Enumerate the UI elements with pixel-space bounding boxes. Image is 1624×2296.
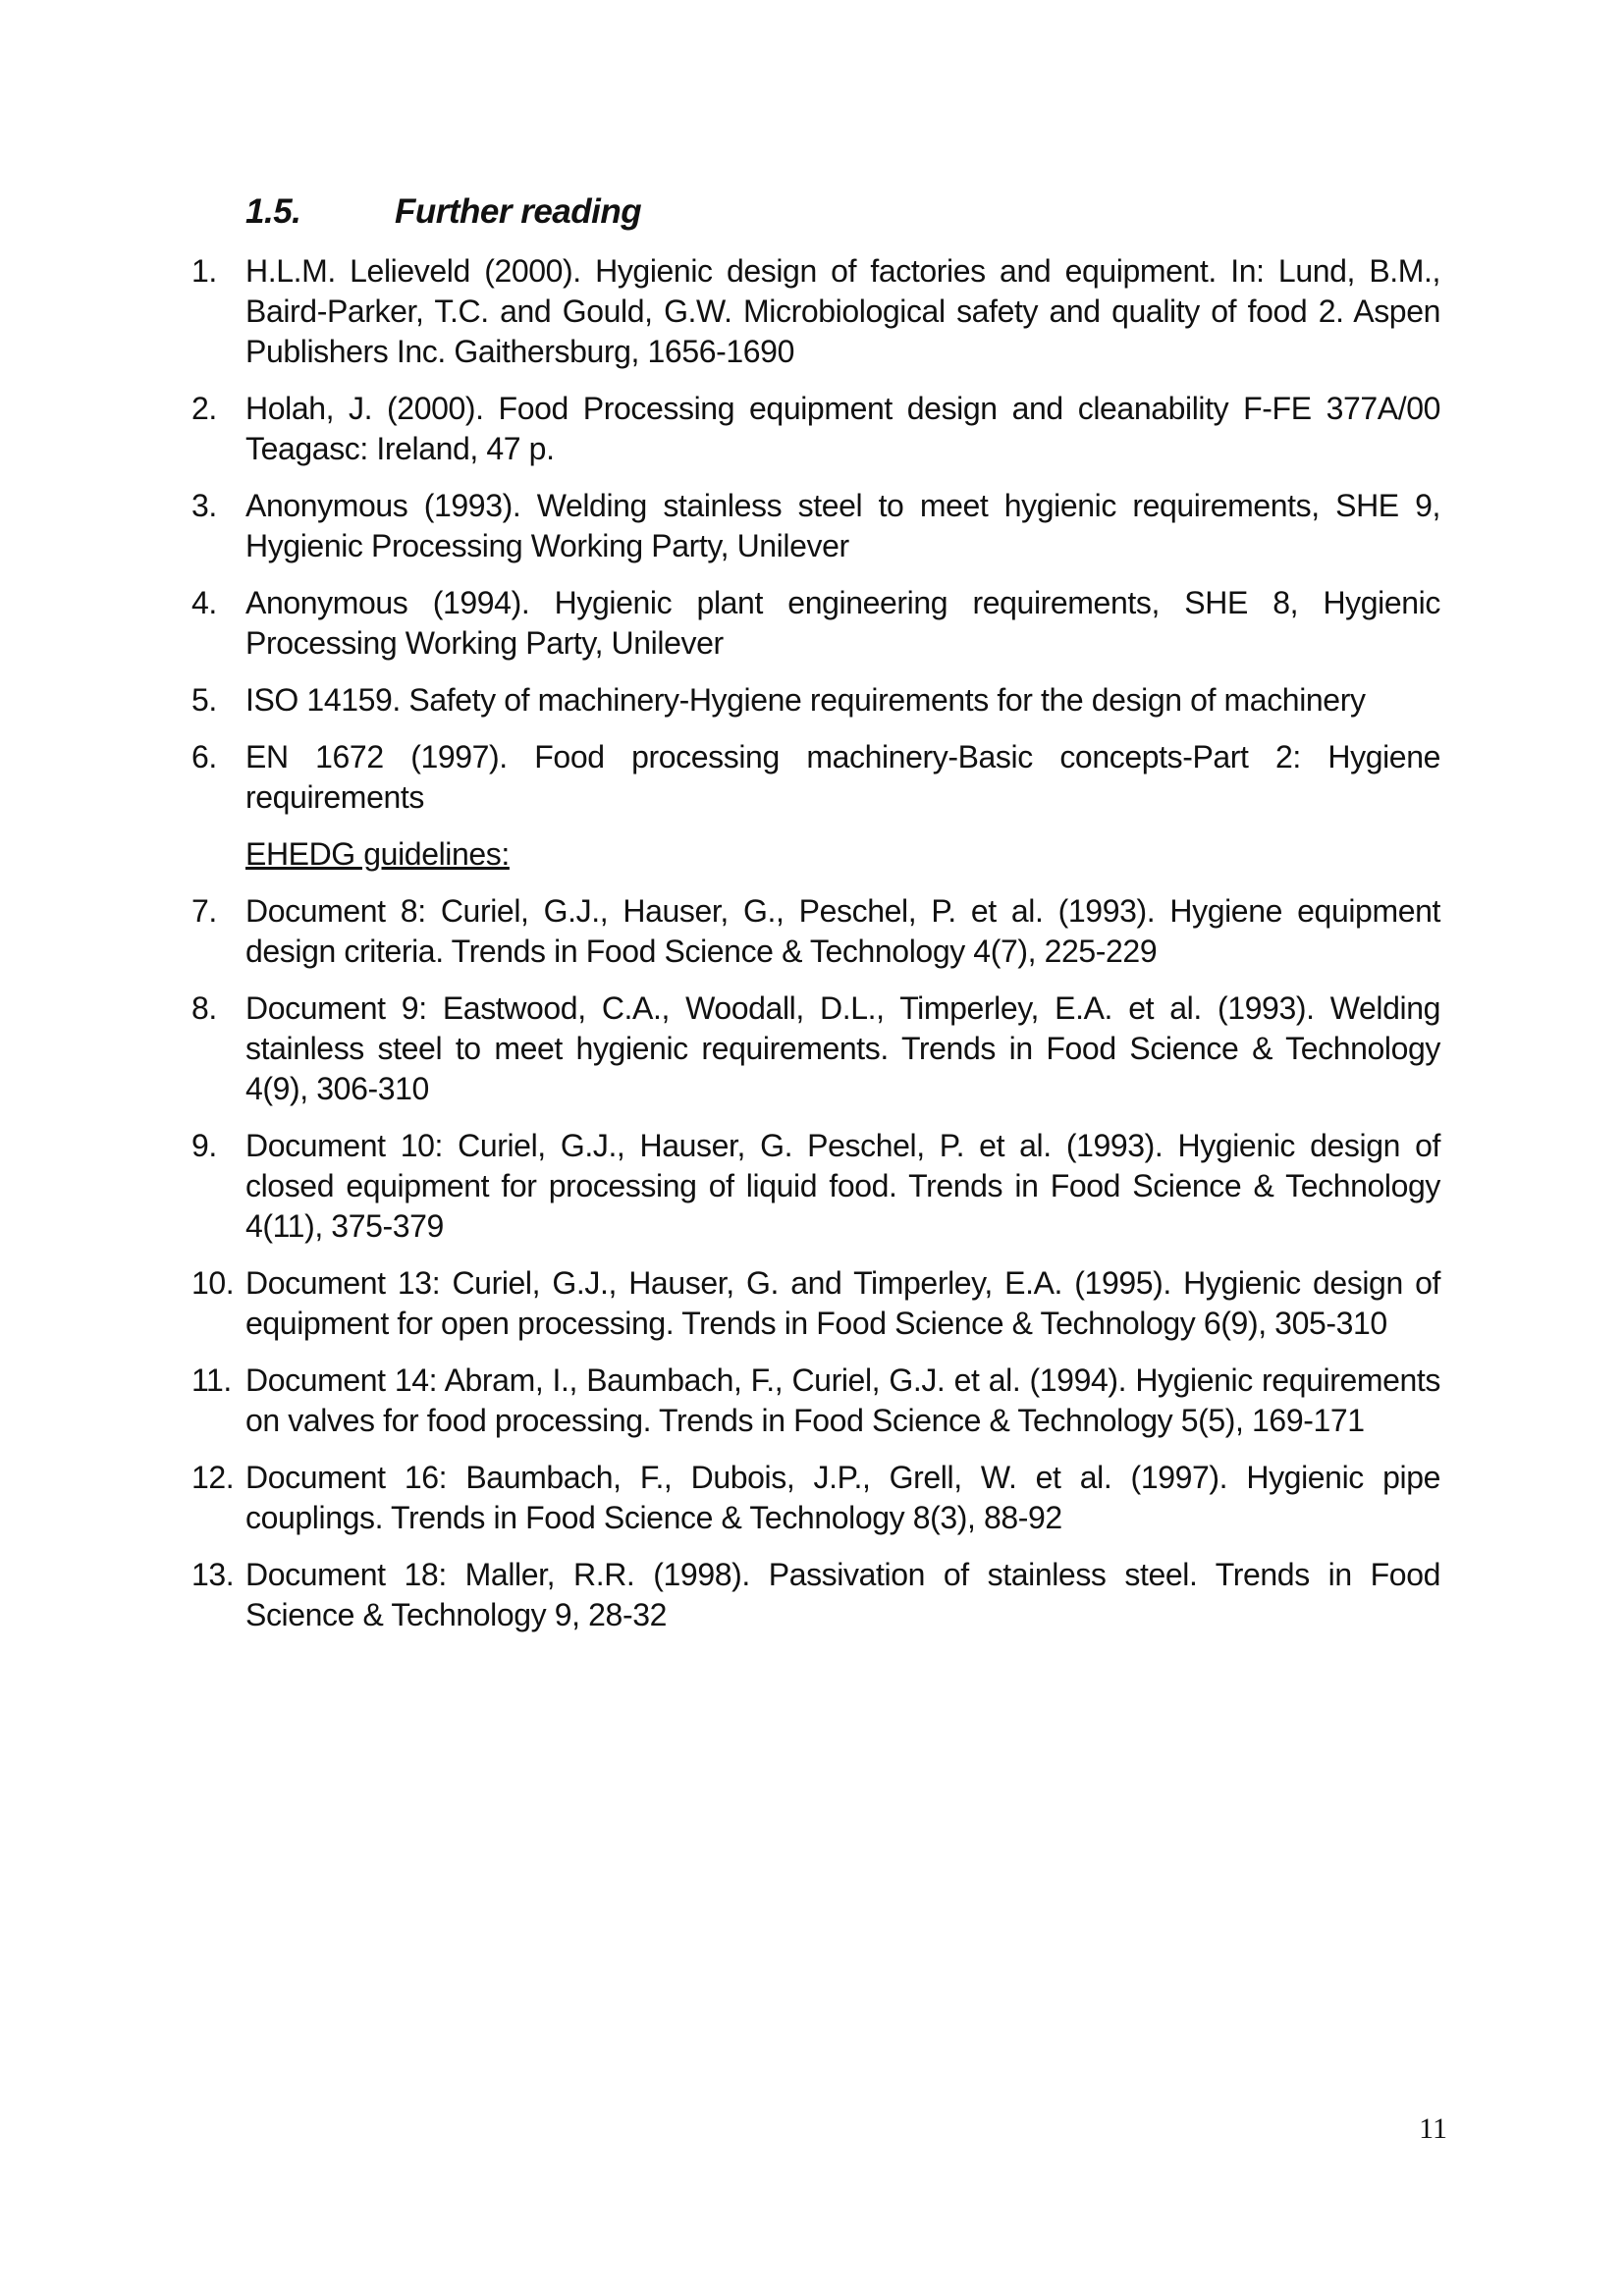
- reference-item: [191, 1361, 1440, 1441]
- reference-item: [191, 251, 1440, 372]
- reference-text: Document 16: Baumbach, F., Dubois, J.P., Grell, W. et al. (1997). Hygienic pipe couplings. Trends in Food Science & Technology 8(3), 88-92: [245, 1460, 1440, 1535]
- section-number: 1.5.: [245, 192, 301, 231]
- reference-number: 9.: [191, 1128, 217, 1163]
- reference-text: Document 8: Curiel, G.J., Hauser, G., Peschel, P. et al. (1993). Hygiene equipment design criteria. Trends in Food Science & Technology 4(7), 225-229: [245, 893, 1440, 969]
- reference-number: 7.: [191, 893, 217, 929]
- reference-text: ISO 14159. Safety of machinery-Hygiene requirements for the design of machinery: [245, 682, 1366, 718]
- reference-item: [191, 680, 1440, 721]
- reference-number: 4.: [191, 585, 217, 620]
- reference-text: Holah, J. (2000). Food Processing equipment design and cleanability F-FE 377A/00 Teagasc: Ireland, 47 p.: [245, 391, 1440, 466]
- reference-item: [191, 1126, 1440, 1247]
- reference-text: H.L.M. Lelieveld (2000). Hygienic design of factories and equipment. In: Lund, B.M., Baird-Parker, T.C. and Gould, G.W. Microbiological safety and quality of food 2. Aspen Publishers Inc. Gaithersburg, 1656-1690: [245, 253, 1440, 369]
- reference-number: 12.: [191, 1460, 235, 1495]
- reference-item: [191, 891, 1440, 972]
- reference-number: 6.: [191, 739, 217, 774]
- reference-item: [191, 486, 1440, 566]
- section-heading: [245, 192, 641, 232]
- reference-text: Document 9: Eastwood, C.A., Woodall, D.L., Timperley, E.A. et al. (1993). Welding stainless steel to meet hygienic requirements. Trends in Food Science & Technology 4(9), 306-310: [245, 990, 1440, 1106]
- reference-number: 5.: [191, 682, 217, 718]
- reference-number: 2.: [191, 391, 217, 426]
- reference-text: Document 18: Maller, R.R. (1998). Passivation of stainless steel. Trends in Food Science & Technology 9, 28-32: [245, 1557, 1440, 1632]
- reference-item: [191, 389, 1440, 469]
- section-title: Further reading: [395, 192, 642, 231]
- ehedg-subheading: EHEDG guidelines:: [245, 836, 510, 872]
- reference-text: Document 13: Curiel, G.J., Hauser, G. and Timperley, E.A. (1995). Hygienic design of equipment for open processing. Trends in Food Science & Technology 6(9), 305-310: [245, 1265, 1440, 1341]
- reference-item: [191, 1555, 1440, 1635]
- reference-item: [191, 737, 1440, 818]
- reference-number: 11.: [191, 1362, 232, 1398]
- reference-text: EN 1672 (1997). Food processing machinery-Basic concepts-Part 2: Hygiene requirements: [245, 739, 1440, 815]
- reference-text: Document 10: Curiel, G.J., Hauser, G. Peschel, P. et al. (1993). Hygienic design of closed equipment for processing of liquid food. Trends in Food Science & Technology 4(11), 375-379: [245, 1128, 1440, 1244]
- reference-item: [191, 988, 1440, 1109]
- reference-number: 10.: [191, 1265, 235, 1301]
- reference-number: 8.: [191, 990, 217, 1026]
- reference-item: [191, 583, 1440, 664]
- page-number: 11: [1419, 2112, 1447, 2145]
- reference-text: Anonymous (1994). Hygienic plant engineering requirements, SHE 8, Hygienic Processing Working Party, Unilever: [245, 585, 1440, 661]
- reference-number: 3.: [191, 488, 217, 523]
- reference-number: 1.: [191, 253, 217, 289]
- reference-list: [191, 251, 1440, 1652]
- reference-number: 13.: [191, 1557, 235, 1592]
- reference-text: Anonymous (1993). Welding stainless steel to meet hygienic requirements, SHE 9, Hygienic Processing Working Party, Unilever: [245, 488, 1440, 563]
- reference-item: [191, 1458, 1440, 1538]
- reference-text: Document 14: Abram, I., Baumbach, F., Curiel, G.J. et al. (1994). Hygienic requirements on valves for food processing. Trends in Food Science & Technology 5(5), 169-171: [245, 1362, 1440, 1438]
- reference-item: [191, 1263, 1440, 1344]
